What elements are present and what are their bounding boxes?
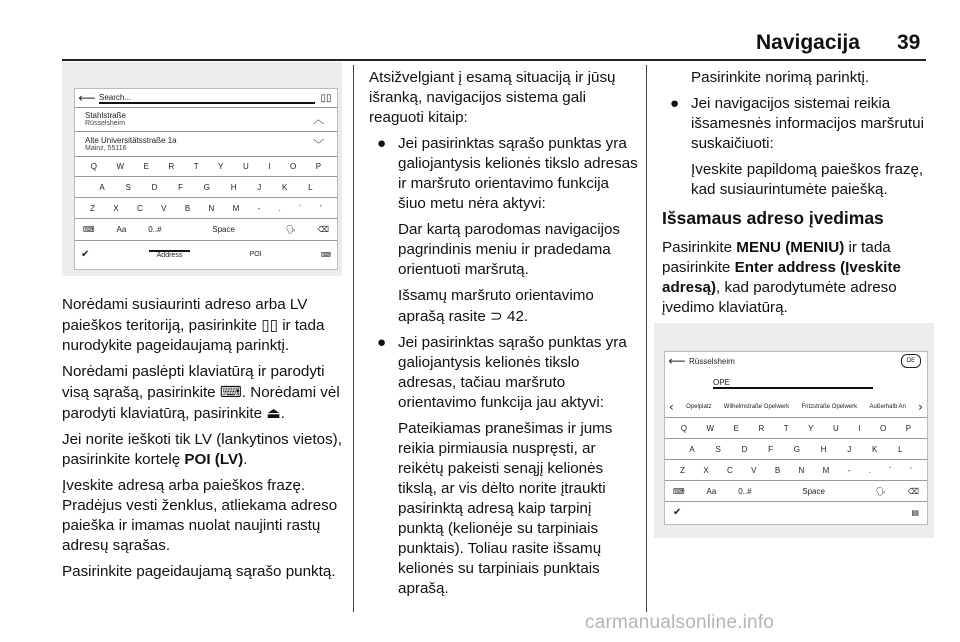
keyboard-key[interactable]: W bbox=[706, 423, 715, 433]
chevron-left-icon[interactable]: ‹ bbox=[669, 399, 674, 414]
search-field[interactable]: Search... bbox=[99, 93, 315, 104]
bullet-item: ● Jei navigacijos sistemai reikia išsamesnės informacijos maršrutui suskaičiuoti: bbox=[670, 95, 924, 152]
keyboard-key[interactable]: . bbox=[868, 465, 871, 475]
paragraph: Atsižvelgiant į esamą situaciją ir jūsų išranką, navigacijos sistema gali reaguoti kitaip: bbox=[369, 69, 616, 126]
keyboard-key[interactable]: L bbox=[898, 444, 903, 454]
space-key[interactable]: Space bbox=[802, 486, 825, 496]
keyboard-key[interactable]: I bbox=[268, 161, 271, 171]
header-rule bbox=[62, 59, 926, 61]
voice-icon[interactable]: 🗣 bbox=[285, 225, 296, 234]
keyboard-key[interactable]: M bbox=[822, 465, 830, 475]
suggestion-item[interactable]: Opelplatz bbox=[686, 403, 712, 410]
address-entry-screen-image bbox=[654, 323, 934, 538]
paragraph: Norėdami paslėpti klaviatūrą ir parodyti visą sąrašą, pasirinkite ⌨. Norėdami vėl parodyti klaviatūrą, pasirinkite ⏏. bbox=[62, 363, 340, 422]
suggestion-item[interactable]: Wilhelmstraße Opelwerk bbox=[723, 403, 790, 410]
sub-paragraph: Pateikiamas pranešimas ir jums reikia pirmiausia nuspręsti, ar reikėtų pakeisti senąjį kelionės tikslą, ar vis dėlto norite įtraukti pasirinktą adresą kaip tarpinį punktą (kelionėje su tarpiniais punktais). Toliau rasite išsamų kelionės su tarpiniais punktais aprašą. bbox=[398, 420, 613, 597]
watermark: carmanualsonline.info bbox=[585, 612, 775, 633]
keyboard-key[interactable]: U bbox=[243, 161, 249, 171]
bullet-item: ● Jei pasirinktas sąrašo punktas yra galiojantysis kelionės tikslo adresas ir maršruto orientavimo funkcija šiuo metu nėra aktyvi: bbox=[377, 135, 638, 212]
tab-poi[interactable]: POI bbox=[249, 251, 262, 258]
keyboard-key[interactable]: O bbox=[290, 161, 297, 171]
paragraph: Įveskite adresą arba paieškos frazę. Pradėjus vesti ženklus, atliekama adreso paieška ir imamas nuolat naujinti rastų adresų sąrašas. bbox=[62, 477, 338, 554]
keyboard-row-1[interactable] bbox=[75, 156, 337, 177]
keyboard-key[interactable]: Y bbox=[808, 423, 814, 433]
space-key[interactable]: Space bbox=[212, 225, 235, 234]
text-column-3 bbox=[662, 68, 928, 324]
keyboard-icon: ⌨ bbox=[219, 383, 242, 401]
hide-keyboard-icon[interactable]: ⌨ bbox=[320, 250, 331, 259]
sub-paragraph: Išsamų maršruto orientavimo aprašą rasite ⊃ 42. bbox=[398, 287, 594, 325]
city-field[interactable]: Rüsselsheim bbox=[689, 356, 735, 366]
keyboard-key[interactable]: ' bbox=[910, 465, 912, 475]
keyboard-key[interactable]: H bbox=[820, 444, 827, 454]
keyboard-key[interactable]: K bbox=[282, 182, 288, 192]
keyboard-key[interactable]: W bbox=[116, 161, 125, 171]
keyboard-key[interactable]: H bbox=[230, 182, 237, 192]
numbers-key[interactable]: 0..# bbox=[148, 225, 162, 234]
page-header-title: Navigacija bbox=[756, 31, 860, 54]
case-key[interactable]: Aa bbox=[706, 486, 717, 496]
keyboard-row-2[interactable] bbox=[665, 439, 927, 460]
paragraph: Norėdami susiaurinti adreso arba LV paieškos teritoriją, pasirinkite ▯▯ ir tada nurodykite pageidaujamą parinktį. bbox=[62, 296, 325, 354]
keyboard-key[interactable]: - bbox=[847, 465, 851, 475]
keyboard-icon[interactable]: ⌨ bbox=[673, 486, 685, 496]
search-screen-image bbox=[62, 62, 342, 276]
keyboard-key[interactable]: A bbox=[99, 182, 105, 192]
keyboard-key[interactable]: F bbox=[768, 444, 773, 454]
keyboard-icon[interactable]: ⌨ bbox=[83, 225, 95, 234]
keyboard-key[interactable]: Y bbox=[218, 161, 224, 171]
keyboard-key[interactable]: ´ bbox=[889, 465, 892, 475]
keyboard-show-icon: ⏏ bbox=[266, 404, 281, 422]
bullet-item: ● Jei pasirinktas sąrašo punktas yra galiojantysis kelionės tikslo adresas, tačiau maršruto orientavimo funkcija jau aktyvi: bbox=[377, 334, 627, 411]
keyboard-key[interactable]: ´ bbox=[299, 203, 302, 213]
backspace-icon[interactable]: ⌫ bbox=[907, 486, 919, 496]
page-number: 39 bbox=[897, 31, 921, 54]
keyboard-key[interactable]: C bbox=[137, 203, 143, 213]
keyboard-key[interactable]: G bbox=[793, 444, 800, 454]
keyboard-key[interactable]: B bbox=[184, 203, 191, 213]
back-arrow-icon[interactable]: ⟵ bbox=[668, 354, 686, 368]
keyboard-key[interactable]: X bbox=[113, 203, 119, 213]
keyboard-key[interactable]: S bbox=[125, 182, 131, 192]
keyboard-key[interactable]: U bbox=[833, 423, 839, 433]
keyboard-key[interactable]: - bbox=[257, 203, 261, 213]
keyboard-key[interactable]: M bbox=[232, 203, 240, 213]
keyboard-key[interactable]: P bbox=[905, 423, 912, 433]
keyboard-key[interactable]: E bbox=[143, 161, 149, 171]
page-reference-icon: ⊃ bbox=[490, 307, 503, 325]
keyboard-key[interactable]: I bbox=[858, 423, 861, 433]
column-divider-1 bbox=[353, 65, 354, 612]
region-filter-icon[interactable]: ▯▯ bbox=[320, 92, 332, 104]
sub-paragraph: Pasirinkite norimą parinktį. bbox=[691, 69, 870, 86]
section-heading: Išsamaus adreso įvedimas bbox=[662, 208, 884, 228]
keyboard-key[interactable]: R bbox=[168, 161, 175, 171]
keyboard-key[interactable]: D bbox=[151, 182, 158, 192]
street-input[interactable]: OPE bbox=[713, 378, 873, 389]
chevron-up-icon[interactable]: ︿ bbox=[313, 113, 324, 126]
keyboard-key[interactable]: . bbox=[278, 203, 281, 213]
text-column-2 bbox=[369, 68, 641, 605]
result-item[interactable]: Alte Universitätsstraße 1a Mainz, 55116 bbox=[85, 135, 177, 152]
keyboard-key[interactable]: B bbox=[774, 465, 781, 475]
chevron-right-icon[interactable]: › bbox=[918, 399, 923, 414]
case-key[interactable]: Aa bbox=[116, 225, 127, 234]
keyboard-key[interactable]: V bbox=[751, 465, 757, 475]
column-divider-2 bbox=[646, 65, 647, 612]
keyboard-row-2[interactable] bbox=[75, 177, 337, 198]
keyboard-key[interactable]: X bbox=[703, 465, 709, 475]
country-button[interactable]: DE bbox=[901, 354, 921, 368]
keyboard-key[interactable]: V bbox=[161, 203, 167, 213]
keyboard-key[interactable]: R bbox=[758, 423, 765, 433]
keyboard-key[interactable]: N bbox=[798, 465, 805, 475]
keyboard-key[interactable]: O bbox=[880, 423, 887, 433]
keyboard-key[interactable]: T bbox=[783, 423, 789, 433]
suggestion-item[interactable]: Außerhalb An bbox=[869, 403, 906, 410]
keyboard-key[interactable]: D bbox=[741, 444, 748, 454]
sub-paragraph: Dar kartą parodomas navigacijos pagrindinis meniu ir pradedama orientuoti maršrutą. bbox=[398, 221, 621, 278]
keyboard-key[interactable]: F bbox=[178, 182, 183, 192]
suggestion-item[interactable]: Fritzstraße Opelwerk bbox=[801, 403, 858, 410]
keyboard-key[interactable]: G bbox=[203, 182, 210, 192]
keyboard-row-3[interactable] bbox=[75, 198, 337, 219]
paragraph: Jei norite ieškoti tik LV (lankytinos vietos), pasirinkite kortelę POI (LV). bbox=[62, 431, 342, 468]
keyboard-row-3[interactable] bbox=[665, 460, 927, 481]
keyboard-key[interactable]: K bbox=[872, 444, 878, 454]
keyboard-key[interactable]: Z bbox=[90, 203, 96, 213]
keyboard-key[interactable]: Q bbox=[90, 161, 97, 171]
tab-address[interactable]: Address bbox=[149, 250, 191, 259]
keyboard-key[interactable]: T bbox=[193, 161, 199, 171]
keyboard-key[interactable]: Z bbox=[680, 465, 686, 475]
keyboard-key[interactable]: E bbox=[733, 423, 739, 433]
keyboard-key[interactable]: Q bbox=[680, 423, 687, 433]
keyboard-key[interactable]: L bbox=[308, 182, 313, 192]
sub-paragraph: Įveskite papildomą paieškos frazę, kad susiaurintumėte paiešką. bbox=[691, 161, 924, 198]
back-arrow-icon[interactable]: ⟵ bbox=[78, 91, 96, 105]
result-item[interactable]: Stahlstraße Rüsselsheim bbox=[85, 111, 126, 127]
region-filter-icon: ▯▯ bbox=[261, 316, 278, 334]
list-icon[interactable]: ▤ bbox=[911, 508, 919, 517]
keyboard-row-1[interactable] bbox=[665, 418, 927, 439]
check-icon[interactable]: ✔ bbox=[81, 249, 90, 260]
paragraph: Pasirinkite pageidaujamą sąrašo punktą. bbox=[62, 563, 336, 580]
check-icon[interactable]: ✔ bbox=[673, 507, 682, 518]
paragraph: Pasirinkite MENU (MENIU) ir tada pasirinkite Enter address (Įveskite adresą), kad parodytumėte adreso įvedimo klaviatūrą. bbox=[662, 239, 901, 316]
chevron-down-icon[interactable]: ﹀ bbox=[313, 137, 324, 151]
text-column-1 bbox=[62, 295, 344, 588]
keyboard-key[interactable]: S bbox=[715, 444, 721, 454]
numbers-key[interactable]: 0..# bbox=[738, 486, 752, 496]
keyboard-key[interactable]: J bbox=[257, 182, 262, 192]
keyboard-key[interactable]: N bbox=[208, 203, 215, 213]
keyboard-key[interactable]: A bbox=[689, 444, 695, 454]
keyboard-key[interactable]: ' bbox=[320, 203, 322, 213]
keyboard-key[interactable]: J bbox=[847, 444, 852, 454]
keyboard-key[interactable]: C bbox=[727, 465, 733, 475]
keyboard-key[interactable]: P bbox=[315, 161, 322, 171]
voice-icon[interactable]: 🗣 bbox=[875, 486, 886, 496]
backspace-icon[interactable]: ⌫ bbox=[317, 225, 329, 234]
